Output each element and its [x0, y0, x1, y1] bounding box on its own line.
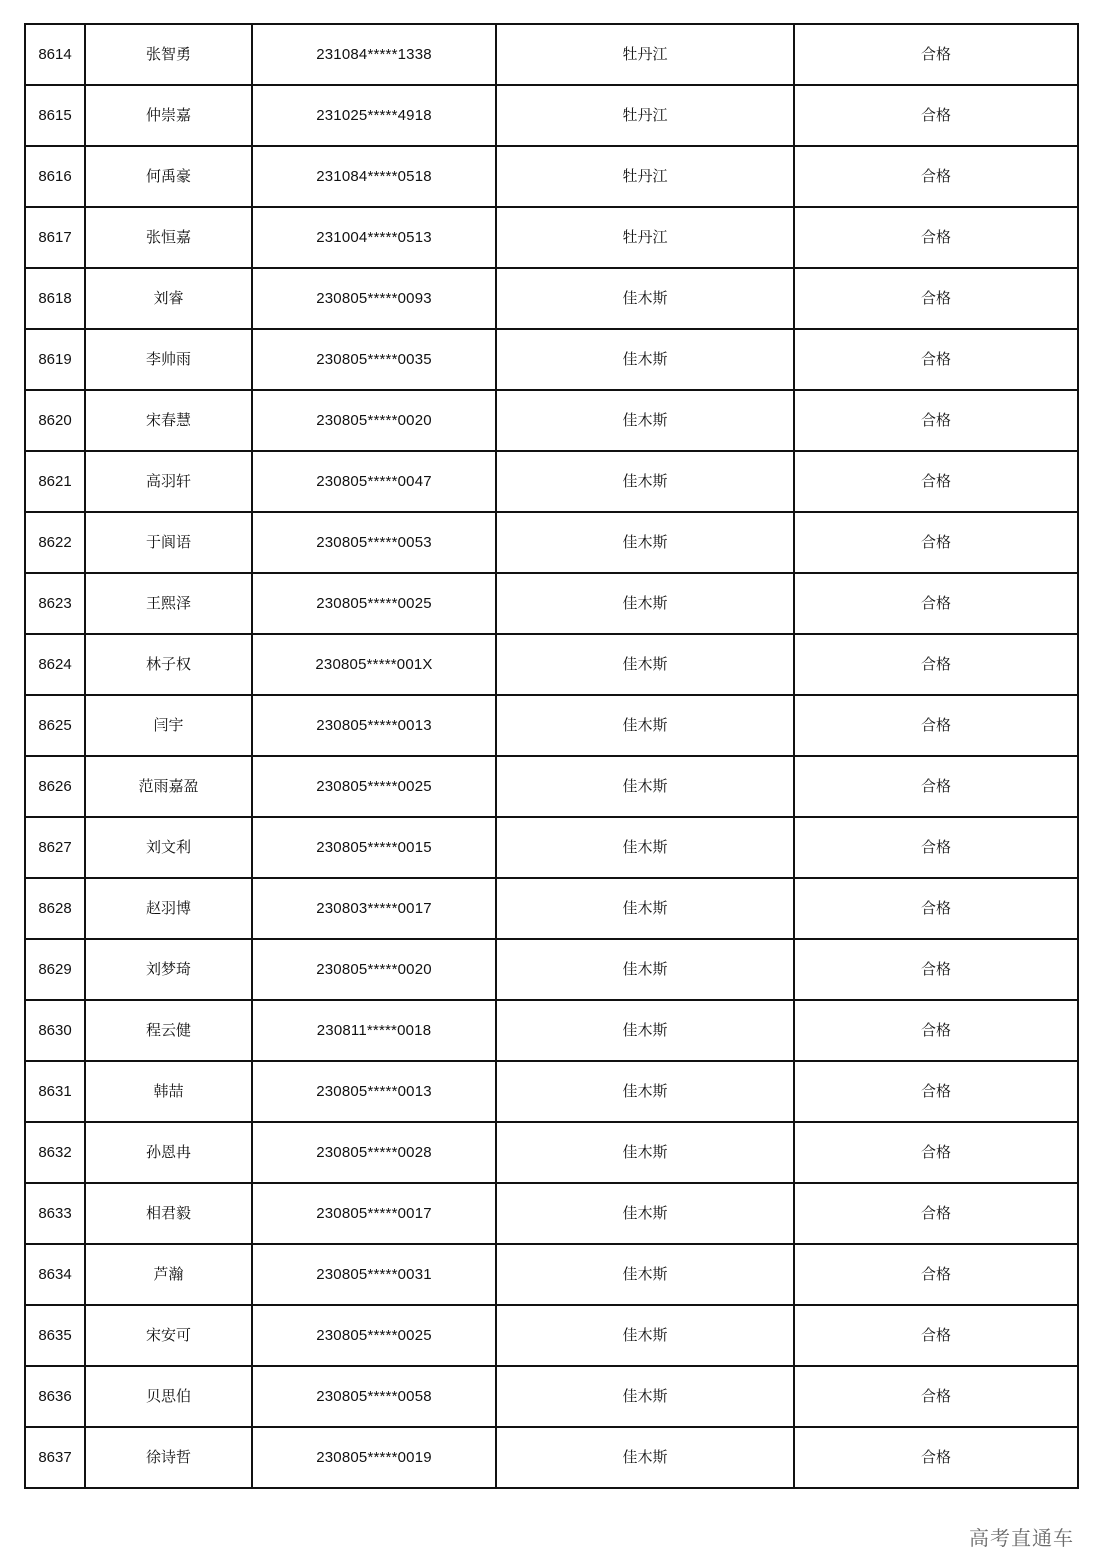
cell-name: 程云健 [85, 1000, 252, 1061]
cell-name: 芦瀚 [85, 1244, 252, 1305]
cell-number: 8637 [25, 1427, 85, 1488]
cell-city: 佳木斯 [496, 512, 794, 573]
table-row [25, 451, 1078, 512]
cell-id-number: 231084*****1338 [252, 24, 496, 85]
cell-name: 李帅雨 [85, 329, 252, 390]
table-row [25, 390, 1078, 451]
table-row [25, 878, 1078, 939]
cell-name: 孙恩冉 [85, 1122, 252, 1183]
cell-id-number: 230805*****0031 [252, 1244, 496, 1305]
cell-id-number: 230805*****0015 [252, 817, 496, 878]
cell-number: 8621 [25, 451, 85, 512]
cell-result: 合格 [794, 85, 1078, 146]
cell-name: 相君毅 [85, 1183, 252, 1244]
cell-result: 合格 [794, 1366, 1078, 1427]
table-row [25, 1000, 1078, 1061]
cell-number: 8617 [25, 207, 85, 268]
cell-city: 佳木斯 [496, 1000, 794, 1061]
cell-result: 合格 [794, 939, 1078, 1000]
cell-name: 范雨嘉盈 [85, 756, 252, 817]
cell-number: 8623 [25, 573, 85, 634]
cell-number: 8619 [25, 329, 85, 390]
cell-city: 佳木斯 [496, 1366, 794, 1427]
cell-id-number: 230805*****0020 [252, 939, 496, 1000]
cell-id-number: 230805*****0058 [252, 1366, 496, 1427]
table-row [25, 24, 1078, 85]
cell-name: 高羽轩 [85, 451, 252, 512]
cell-city: 佳木斯 [496, 756, 794, 817]
cell-name: 贝思伯 [85, 1366, 252, 1427]
table-row [25, 85, 1078, 146]
cell-name: 仲崇嘉 [85, 85, 252, 146]
cell-result: 合格 [794, 573, 1078, 634]
cell-result: 合格 [794, 1122, 1078, 1183]
cell-city: 佳木斯 [496, 695, 794, 756]
table-row [25, 1427, 1078, 1488]
cell-number: 8618 [25, 268, 85, 329]
cell-result: 合格 [794, 1427, 1078, 1488]
cell-id-number: 230805*****0025 [252, 756, 496, 817]
cell-city: 牡丹江 [496, 85, 794, 146]
cell-name: 闫宇 [85, 695, 252, 756]
cell-name: 韩喆 [85, 1061, 252, 1122]
cell-number: 8634 [25, 1244, 85, 1305]
cell-city: 佳木斯 [496, 451, 794, 512]
cell-name: 刘睿 [85, 268, 252, 329]
table-row [25, 1061, 1078, 1122]
cell-number: 8626 [25, 756, 85, 817]
cell-city: 佳木斯 [496, 817, 794, 878]
cell-result: 合格 [794, 1244, 1078, 1305]
table-row [25, 756, 1078, 817]
cell-number: 8627 [25, 817, 85, 878]
table-row [25, 1305, 1078, 1366]
cell-result: 合格 [794, 756, 1078, 817]
cell-name: 宋春慧 [85, 390, 252, 451]
cell-name: 王熙泽 [85, 573, 252, 634]
cell-city: 佳木斯 [496, 1244, 794, 1305]
cell-id-number: 231084*****0518 [252, 146, 496, 207]
cell-result: 合格 [794, 1000, 1078, 1061]
cell-id-number: 230805*****0028 [252, 1122, 496, 1183]
cell-number: 8616 [25, 146, 85, 207]
cell-number: 8631 [25, 1061, 85, 1122]
cell-city: 佳木斯 [496, 878, 794, 939]
table-row [25, 634, 1078, 695]
cell-city: 佳木斯 [496, 268, 794, 329]
cell-name: 何禹豪 [85, 146, 252, 207]
cell-city: 佳木斯 [496, 390, 794, 451]
table-row [25, 268, 1078, 329]
cell-name: 于阆语 [85, 512, 252, 573]
cell-name: 张恒嘉 [85, 207, 252, 268]
cell-number: 8622 [25, 512, 85, 573]
cell-city: 佳木斯 [496, 1183, 794, 1244]
cell-number: 8629 [25, 939, 85, 1000]
cell-city: 佳木斯 [496, 1427, 794, 1488]
cell-name: 宋安可 [85, 1305, 252, 1366]
cell-result: 合格 [794, 451, 1078, 512]
cell-result: 合格 [794, 390, 1078, 451]
cell-number: 8628 [25, 878, 85, 939]
cell-result: 合格 [794, 1183, 1078, 1244]
cell-number: 8615 [25, 85, 85, 146]
cell-number: 8624 [25, 634, 85, 695]
cell-id-number: 230805*****0053 [252, 512, 496, 573]
cell-result: 合格 [794, 1061, 1078, 1122]
cell-number: 8620 [25, 390, 85, 451]
cell-result: 合格 [794, 146, 1078, 207]
cell-city: 佳木斯 [496, 573, 794, 634]
cell-city: 佳木斯 [496, 939, 794, 1000]
cell-number: 8630 [25, 1000, 85, 1061]
cell-result: 合格 [794, 207, 1078, 268]
cell-id-number: 230805*****0017 [252, 1183, 496, 1244]
cell-id-number: 230805*****0025 [252, 573, 496, 634]
results-table-body [25, 24, 1078, 1488]
cell-result: 合格 [794, 512, 1078, 573]
cell-city: 佳木斯 [496, 329, 794, 390]
table-row [25, 1183, 1078, 1244]
cell-city: 佳木斯 [496, 1305, 794, 1366]
cell-id-number: 230805*****0035 [252, 329, 496, 390]
table-row [25, 817, 1078, 878]
cell-name: 赵羽博 [85, 878, 252, 939]
table-row [25, 1366, 1078, 1427]
table-row [25, 329, 1078, 390]
cell-id-number: 230805*****001X [252, 634, 496, 695]
cell-name: 刘文利 [85, 817, 252, 878]
cell-city: 牡丹江 [496, 24, 794, 85]
cell-result: 合格 [794, 695, 1078, 756]
cell-id-number: 230805*****0025 [252, 1305, 496, 1366]
cell-city: 佳木斯 [496, 1061, 794, 1122]
cell-name: 林子权 [85, 634, 252, 695]
cell-id-number: 230805*****0013 [252, 1061, 496, 1122]
cell-id-number: 230811*****0018 [252, 1000, 496, 1061]
cell-name: 张智勇 [85, 24, 252, 85]
cell-result: 合格 [794, 878, 1078, 939]
cell-id-number: 230805*****0020 [252, 390, 496, 451]
cell-name: 徐诗哲 [85, 1427, 252, 1488]
table-row [25, 146, 1078, 207]
cell-result: 合格 [794, 634, 1078, 695]
cell-number: 8633 [25, 1183, 85, 1244]
table-row [25, 695, 1078, 756]
cell-id-number: 231025*****4918 [252, 85, 496, 146]
cell-result: 合格 [794, 329, 1078, 390]
table-row [25, 939, 1078, 1000]
cell-id-number: 230805*****0093 [252, 268, 496, 329]
table-row [25, 207, 1078, 268]
table-row [25, 1122, 1078, 1183]
cell-result: 合格 [794, 1305, 1078, 1366]
cell-result: 合格 [794, 24, 1078, 85]
results-table [24, 23, 1079, 1489]
cell-city: 牡丹江 [496, 207, 794, 268]
table-row [25, 512, 1078, 573]
cell-city: 佳木斯 [496, 634, 794, 695]
cell-id-number: 231004*****0513 [252, 207, 496, 268]
cell-id-number: 230805*****0013 [252, 695, 496, 756]
table-row [25, 573, 1078, 634]
cell-number: 8632 [25, 1122, 85, 1183]
cell-number: 8635 [25, 1305, 85, 1366]
cell-id-number: 230805*****0019 [252, 1427, 496, 1488]
watermark: 高考直通车 [969, 1526, 1074, 1550]
cell-number: 8625 [25, 695, 85, 756]
cell-result: 合格 [794, 817, 1078, 878]
cell-number: 8614 [25, 24, 85, 85]
cell-result: 合格 [794, 268, 1078, 329]
cell-number: 8636 [25, 1366, 85, 1427]
cell-city: 牡丹江 [496, 146, 794, 207]
cell-id-number: 230805*****0047 [252, 451, 496, 512]
cell-id-number: 230803*****0017 [252, 878, 496, 939]
table-row [25, 1244, 1078, 1305]
cell-name: 刘梦琦 [85, 939, 252, 1000]
cell-city: 佳木斯 [496, 1122, 794, 1183]
